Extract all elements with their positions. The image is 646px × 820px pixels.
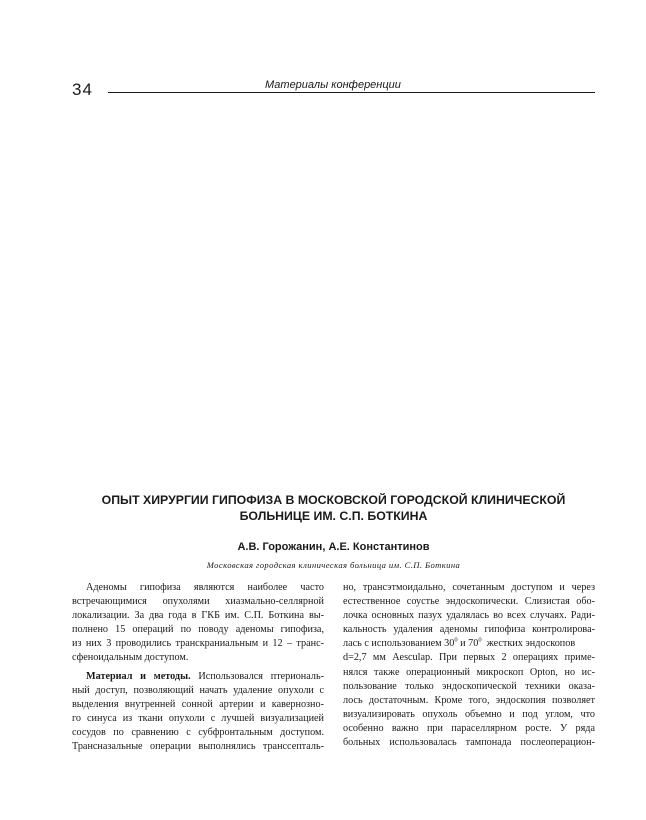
- article-title-line: ОПЫТ ХИРУРГИИ ГИПОФИЗА В МОСКОВСКОЙ ГОРОДСКОЙ КЛИНИЧЕСКОЙ: [101, 493, 566, 507]
- text-line: встречающимися опухолями хиазмально-селлярной: [72, 596, 324, 608]
- text-line: выделения внутренней сонной артерии и кавернозно-: [72, 698, 324, 710]
- text-line: ный доступ, позволяющий начать удаление опухоли с: [72, 684, 324, 696]
- text-line: го синуса из ткани опухоли с лучшей визуализацией: [72, 712, 324, 724]
- article-authors: А.В. Горожанин, А.Е. Константинов: [237, 541, 430, 553]
- section-heading-methods: Материал и методы.: [86, 670, 191, 682]
- text-line-rest: Использовался птериональ-: [190, 670, 324, 682]
- text-line: d=2,7 мм Aesculap. При первых 2 операциях приме-: [343, 652, 595, 664]
- text-line: [343, 637, 595, 651]
- running-header: Материалы конференции: [265, 79, 401, 91]
- text-line: Трансназальные операции выполнялись транссепталь-: [72, 741, 324, 753]
- article-title-line: БОЛЬНИЦЕ ИМ. С.П. БОТКИНА: [239, 509, 428, 523]
- body-column-right: [343, 581, 595, 750]
- text-line: больных использовалась тампонада послеоперацион-: [343, 737, 595, 749]
- text-line: лось достаточным. Кроме того, эндоскопия позволяет: [343, 694, 595, 706]
- text-line: лочка основных пазух удалялась во всех случаях. Ради-: [343, 610, 595, 622]
- text-fragment: жестких эндоскопов: [481, 638, 576, 650]
- text-line: сфеноидальным доступом.: [72, 652, 189, 664]
- text-line: локализации. За два года в ГКБ им. С.П. Боткина вы-: [72, 610, 324, 622]
- page-number: 34: [72, 80, 93, 99]
- text-line: но, трансэтмоидально, сочетанным доступом и через: [343, 582, 595, 593]
- article-title: [72, 492, 595, 524]
- text-fragment: лась с использованием 30: [343, 638, 455, 650]
- text-line: полнено 15 операций по поводу аденомы гипофиза,: [72, 624, 324, 636]
- article-affiliation: Московская городская клиническая больница им. С.П. Боткина: [206, 560, 461, 570]
- text-line: кальность удаления аденомы гипофиза контролирова-: [343, 624, 595, 636]
- text-line: [72, 670, 324, 684]
- text-fragment: и 70: [457, 638, 479, 650]
- degree-superscript: 0: [478, 637, 482, 644]
- text-line: особенно важно при параселлярном росте. У ряда: [343, 722, 595, 734]
- text-line: из них 3 проводились транскраниальным и 12 – транс-: [72, 638, 324, 650]
- text-line: визуализировать опухоль объемно и под углом, что: [343, 708, 595, 720]
- text-line: сосудов по сравнению с субфронтальным доступом.: [72, 726, 324, 738]
- body-column-left: [72, 581, 324, 754]
- degree-superscript: 0: [454, 637, 458, 644]
- text-line: Аденомы гипофиза являются наиболее часто: [86, 582, 324, 593]
- text-line: пользование только эндоскопической техники оказа-: [343, 680, 595, 692]
- text-line: нялся также операционный микроскоп Opton, но ис-: [343, 666, 595, 678]
- header-rule: [108, 92, 595, 93]
- text-line: естественное соустье эндоскопически. Слизистая обо-: [343, 596, 595, 608]
